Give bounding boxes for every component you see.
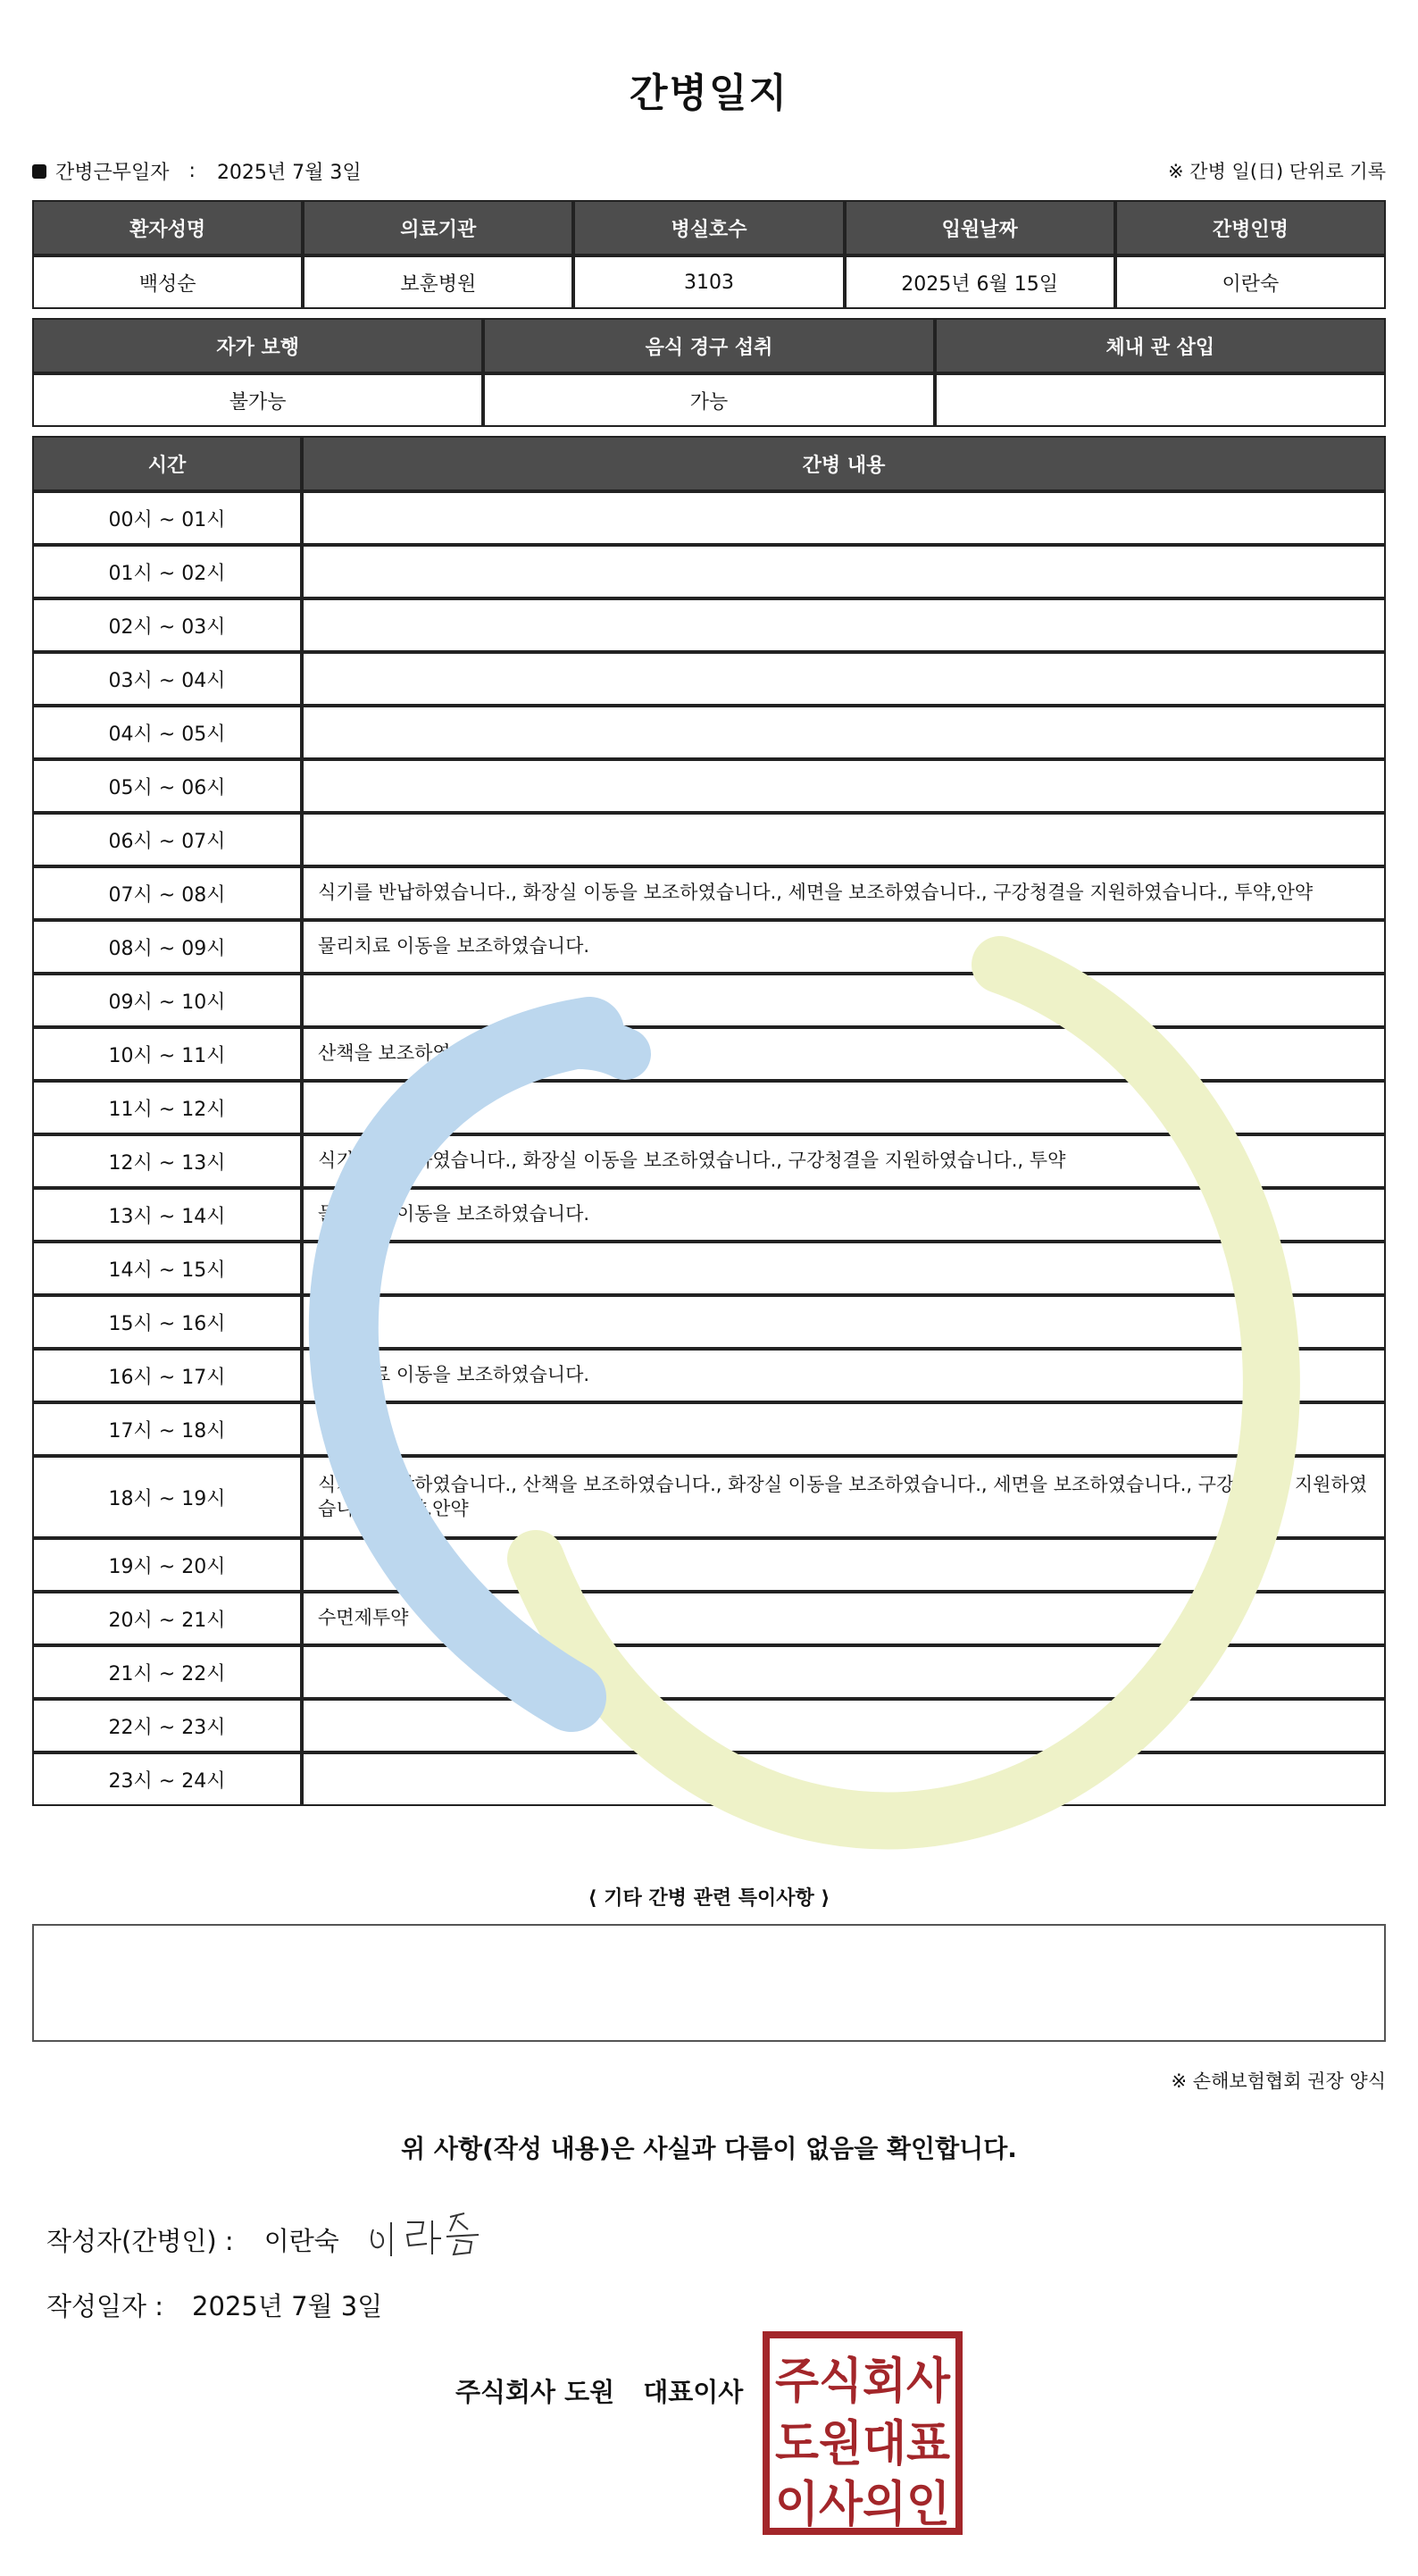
patient-info-value-row [32, 255, 1386, 309]
care-log-content [302, 1699, 1386, 1752]
patient-status-value-row [32, 373, 1386, 427]
care-log-row [32, 1538, 1386, 1592]
care-log-time: 03시 ~ 04시 [32, 652, 302, 706]
care-log-content: 산책을 보조하였습니다. [302, 1027, 1386, 1081]
write-date-value: 2025년 7월 3일 [192, 2291, 383, 2321]
care-log-row [32, 706, 1386, 759]
duty-date-value: 2025년 7월 3일 [216, 162, 362, 184]
insurance-note: ※ 손해보험협회 권장 양식 [1171, 2070, 1386, 2092]
header-hospital: 의료기관 [303, 200, 573, 255]
hospital-name: 보훈병원 [303, 255, 573, 309]
care-log-row [32, 598, 1386, 652]
care-log-row [32, 545, 1386, 598]
care-log-content [302, 974, 1386, 1027]
remarks-title: ⟨ 기타 간병 관련 특이사항 ⟩ [588, 1887, 830, 1910]
writer-label: 작성자(간병인) : [46, 2226, 234, 2256]
unit-note: ※ 간병 일(日) 단위로 기록 [1168, 161, 1386, 182]
header-oral-intake: 음식 경구 섭취 [483, 318, 934, 373]
patient-name: 백성순 [32, 255, 303, 309]
care-log-row [32, 1081, 1386, 1134]
care-log-row [32, 1242, 1386, 1295]
care-log-time: 20시 ~ 21시 [32, 1592, 302, 1645]
room-number: 3103 [573, 255, 844, 309]
header-self-walking: 자가 보행 [32, 318, 483, 373]
care-log-content [302, 1081, 1386, 1134]
header-time: 시간 [32, 436, 302, 491]
care-log-row [32, 1188, 1386, 1242]
care-log-time: 05시 ~ 06시 [32, 759, 302, 813]
care-log-content [302, 491, 1386, 545]
patient-status-table [32, 318, 1386, 427]
confirmation-statement: 위 사항(작성 내용)은 사실과 다름이 없음을 확인합니다. [401, 2134, 1017, 2163]
care-log-content: 식기를 반납하였습니다., 산책을 보조하였습니다., 화장실 이동을 보조하였습니다., 세면을 보조하였습니다., 구강청결을 지원하였습니다., 투약,안약 [302, 1456, 1386, 1538]
care-log-content [302, 1645, 1386, 1699]
care-log-time: 12시 ~ 13시 [32, 1134, 302, 1188]
care-log-content [302, 1752, 1386, 1806]
care-log-time: 01시 ~ 02시 [32, 545, 302, 598]
care-log-row [32, 759, 1386, 813]
care-log-row [32, 1645, 1386, 1699]
care-log-body [32, 491, 1386, 1806]
care-log-row [32, 813, 1386, 866]
care-log-time: 08시 ~ 09시 [32, 920, 302, 974]
header-care-content: 간병 내용 [302, 436, 1386, 491]
seal-line-3: 이사의인 [775, 2476, 950, 2532]
care-log-time: 10시 ~ 11시 [32, 1027, 302, 1081]
care-log-time: 16시 ~ 17시 [32, 1349, 302, 1402]
write-date-line [46, 2287, 382, 2323]
caregiver-name: 이란숙 [1115, 255, 1386, 309]
care-log-content [302, 598, 1386, 652]
care-log-header-row [32, 436, 1386, 491]
header-room-number: 병실호수 [573, 200, 844, 255]
care-log-time: 17시 ~ 18시 [32, 1402, 302, 1456]
care-log-content: 식기를 반납하였습니다., 화장실 이동을 보조하였습니다., 세면을 보조하였습니다., 구강청결을 지원하였습니다., 투약,안약 [302, 866, 1386, 920]
tube-insertion-value [935, 373, 1386, 427]
care-log-table [32, 436, 1386, 1806]
care-log-content [302, 1295, 1386, 1349]
care-log-content: 물리치료 이동을 보조하였습니다. [302, 1349, 1386, 1402]
care-log-time: 00시 ~ 01시 [32, 491, 302, 545]
care-log-time: 15시 ~ 16시 [32, 1295, 302, 1349]
care-log-row [32, 1456, 1386, 1538]
care-log-time: 21시 ~ 22시 [32, 1645, 302, 1699]
care-log-row [32, 1295, 1386, 1349]
care-log-content [302, 813, 1386, 866]
admission-date: 2025년 6월 15일 [845, 255, 1115, 309]
care-log-content [302, 759, 1386, 813]
write-date-label: 작성일자 : [46, 2291, 164, 2321]
header-admission-date: 입원날짜 [845, 200, 1115, 255]
duty-date-colon: : [188, 160, 196, 182]
header-patient-name: 환자성명 [32, 200, 303, 255]
care-log-row [32, 920, 1386, 974]
care-log-row [32, 866, 1386, 920]
care-log-content: 수면제투약 [302, 1592, 1386, 1645]
seal-line-1: 주식회사 [775, 2353, 951, 2409]
care-log-row [32, 1402, 1386, 1456]
header-tube-insertion: 체내 관 삽입 [935, 318, 1386, 373]
care-log-content: 물리치료 이동을 보조하였습니다. [302, 1188, 1386, 1242]
care-log-row [32, 974, 1386, 1027]
care-log-row [32, 652, 1386, 706]
care-log-row [32, 1027, 1386, 1081]
care-log-content [302, 1402, 1386, 1456]
patient-info-table [32, 200, 1386, 309]
care-log-time: 11시 ~ 12시 [32, 1081, 302, 1134]
square-bullet-icon [32, 164, 46, 179]
care-log-time: 02시 ~ 03시 [32, 598, 302, 652]
company-seal-stamp [763, 2331, 963, 2535]
care-log-time: 04시 ~ 05시 [32, 706, 302, 759]
company-name: 주식회사 도원 [455, 2377, 615, 2407]
header-caregiver-name: 간병인명 [1115, 200, 1386, 255]
care-log-row [32, 1592, 1386, 1645]
care-log-row [32, 1134, 1386, 1188]
care-log-time: 22시 ~ 23시 [32, 1699, 302, 1752]
company-line [455, 2372, 743, 2409]
care-log-time: 07시 ~ 08시 [32, 866, 302, 920]
self-walking-value: 불가능 [32, 373, 483, 427]
seal-line-2: 도원대표 [775, 2415, 950, 2471]
writer-line [46, 2221, 339, 2258]
care-log-row [32, 491, 1386, 545]
page-title: 간병일지 [629, 71, 788, 116]
care-log-time: 23시 ~ 24시 [32, 1752, 302, 1806]
care-log-time: 14시 ~ 15시 [32, 1242, 302, 1295]
writer-name: 이란숙 [263, 2226, 339, 2256]
care-log-time: 13시 ~ 14시 [32, 1188, 302, 1242]
care-log-content [302, 1538, 1386, 1592]
duty-date-line [32, 157, 362, 185]
patient-info-header-row [32, 200, 1386, 255]
care-log-content: 물리치료 이동을 보조하였습니다. [302, 920, 1386, 974]
remarks-box [32, 1924, 1386, 2042]
care-log-time: 06시 ~ 07시 [32, 813, 302, 866]
company-representative: 대표이사 [643, 2377, 744, 2407]
care-log-content: 식기를 반납하였습니다., 화장실 이동을 보조하였습니다., 구강청결을 지원하였습니다., 투약 [302, 1134, 1386, 1188]
care-log-time: 18시 ~ 19시 [32, 1456, 302, 1538]
oral-intake-value: 가능 [483, 373, 934, 427]
duty-date-label: 간병근무일자 [55, 162, 170, 184]
care-log-content [302, 1242, 1386, 1295]
care-log-content [302, 706, 1386, 759]
care-log-time: 19시 ~ 20시 [32, 1538, 302, 1592]
care-log-row [32, 1752, 1386, 1806]
care-log-row [32, 1699, 1386, 1752]
handwritten-signature [364, 2203, 507, 2265]
care-log-row [32, 1349, 1386, 1402]
care-log-content [302, 652, 1386, 706]
care-log-content [302, 545, 1386, 598]
patient-status-header-row [32, 318, 1386, 373]
care-log-time: 09시 ~ 10시 [32, 974, 302, 1027]
